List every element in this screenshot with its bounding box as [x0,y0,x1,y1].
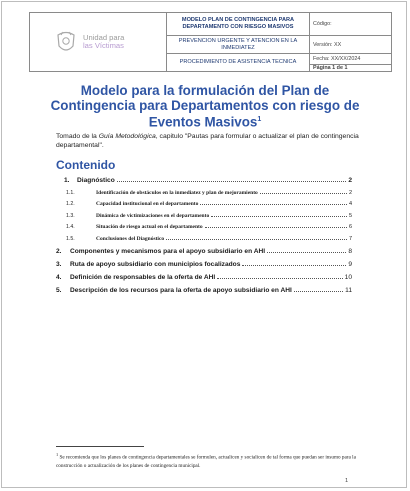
toc-entry-page: 11 [345,286,352,294]
toc-entry-page: 5 [348,212,352,219]
header-page: Página 1 de 1 [310,65,392,72]
logo-line-2: las Víctimas [83,41,124,50]
toc-entry-number: 5. [56,286,62,294]
colombia-seal-icon [55,29,77,55]
toc-leader-dots [200,204,347,205]
toc-entry-label: Descripción de los recursos para la oferta de apoyo subsidiario en AHI [70,286,292,294]
table-of-contents [56,173,352,294]
toc-entry[interactable] [56,281,352,294]
toc-entry-page: 2 [348,189,352,196]
agency-logo [33,13,163,71]
toc-leader-dots [260,193,347,194]
toc-entry-number: 2. [56,247,62,255]
toc-leader-dots [205,227,347,228]
header-procedure: PROCEDIMIENTO DE ASISTENCIA TECNICA [167,54,310,72]
toc-entry-label: Capacidad institucional en el departamento [96,201,199,207]
toc-leader-dots [211,216,347,217]
toc-entry[interactable] [56,219,352,231]
toc-heading: Contenido [56,158,116,172]
toc-leader-dots [217,278,342,279]
toc-entry-number: 1.5. [66,235,75,242]
intro-guide-name: Guía Metodológica [98,133,156,140]
intro-prefix: Tomado de la [56,133,99,140]
toc-entry-number: 1. [64,177,70,184]
toc-entry-number: 1.1. [66,189,75,196]
toc-entry-label: Definición de responsables de la oferta de AHI [70,273,216,281]
toc-leader-dots [117,181,347,182]
footnote-marker: 1 [56,452,59,457]
header-code: Código: [310,13,392,36]
toc-entry[interactable] [56,242,352,255]
toc-entry[interactable] [56,230,352,242]
toc-entry-label: Diagnóstico [77,177,115,184]
toc-entry-page: 4 [348,201,352,207]
toc-entry[interactable] [56,255,352,268]
footnote-ref[interactable]: 1 [257,116,262,123]
toc-entry-page: 9 [348,260,352,268]
toc-entry[interactable] [56,184,352,196]
toc-entry-label: Identificación de obstáculos en la inmediatez y plan de mejoramiento [96,189,258,196]
intro-paragraph [56,132,366,150]
header-version: Versión: XX [310,36,392,54]
toc-entry-number: 1.2. [66,201,75,207]
header-title: MODELO PLAN DE CONTINGENCIA PARA DEPARTAMENTO CON RIESGO MASIVOS [167,13,310,36]
toc-entry[interactable] [56,207,352,219]
toc-leader-dots [294,291,343,292]
logo-line-1: Unidad para [83,32,125,42]
toc-entry-label: Componentes y mecanismos para el apoyo subsidiario en AHI [70,247,266,255]
toc-leader-dots [166,239,347,240]
page-number: 1 [345,478,349,484]
toc-entry-number: 1.4. [66,224,75,230]
toc-leader-dots [242,265,346,266]
toc-entry-label: Conclusiones del Diagnóstico [96,235,165,242]
toc-entry-page: 10 [344,273,352,281]
toc-entry-label: Ruta de apoyo subsidiario con municipios focalizados [70,260,241,268]
intro-suffix: , capitulo "Pautas para formular o actualizar el plan de contingencia departamental". [56,133,359,149]
toc-entry-label: Situación de riesgo actual en el departamento [96,224,203,230]
toc-entry-page: 2 [348,177,352,184]
toc-entry[interactable] [56,196,352,208]
toc-entry-number: 4. [56,273,62,281]
toc-entry[interactable] [56,173,352,184]
header-date: Fecha: XX/XX/2024 [310,54,392,65]
toc-entry-page: 6 [348,224,352,230]
header-subtitle: PREVENCION URGENTE Y ATENCION EN LA INMEDIATEZ [167,36,310,54]
toc-entry-label: Dinámica de victimizaciones en el departamento [96,212,210,219]
document-title-text: Modelo para la formulación del Plan de Contingencia para Departamentos con riesgo de Eventos Masivos [50,83,360,130]
toc-entry[interactable] [56,268,352,281]
toc-entry-page: 8 [348,247,352,255]
footnote [56,451,356,470]
document-title [40,84,370,130]
toc-entry-number: 1.3. [66,212,75,219]
logo-cell [30,13,167,72]
toc-leader-dots [267,252,346,253]
document-header-table [29,12,392,72]
toc-entry-number: 3. [56,260,62,268]
toc-entry-page: 7 [348,235,352,242]
footnote-separator [56,446,144,447]
footnote-text: Se recomienda que los planes de contingencia departamentales se formulen, actualicen y socialicen de tal forma que puedan ser insumo para la construcción o actualización de los planes de contingencia municipal. [56,454,356,469]
